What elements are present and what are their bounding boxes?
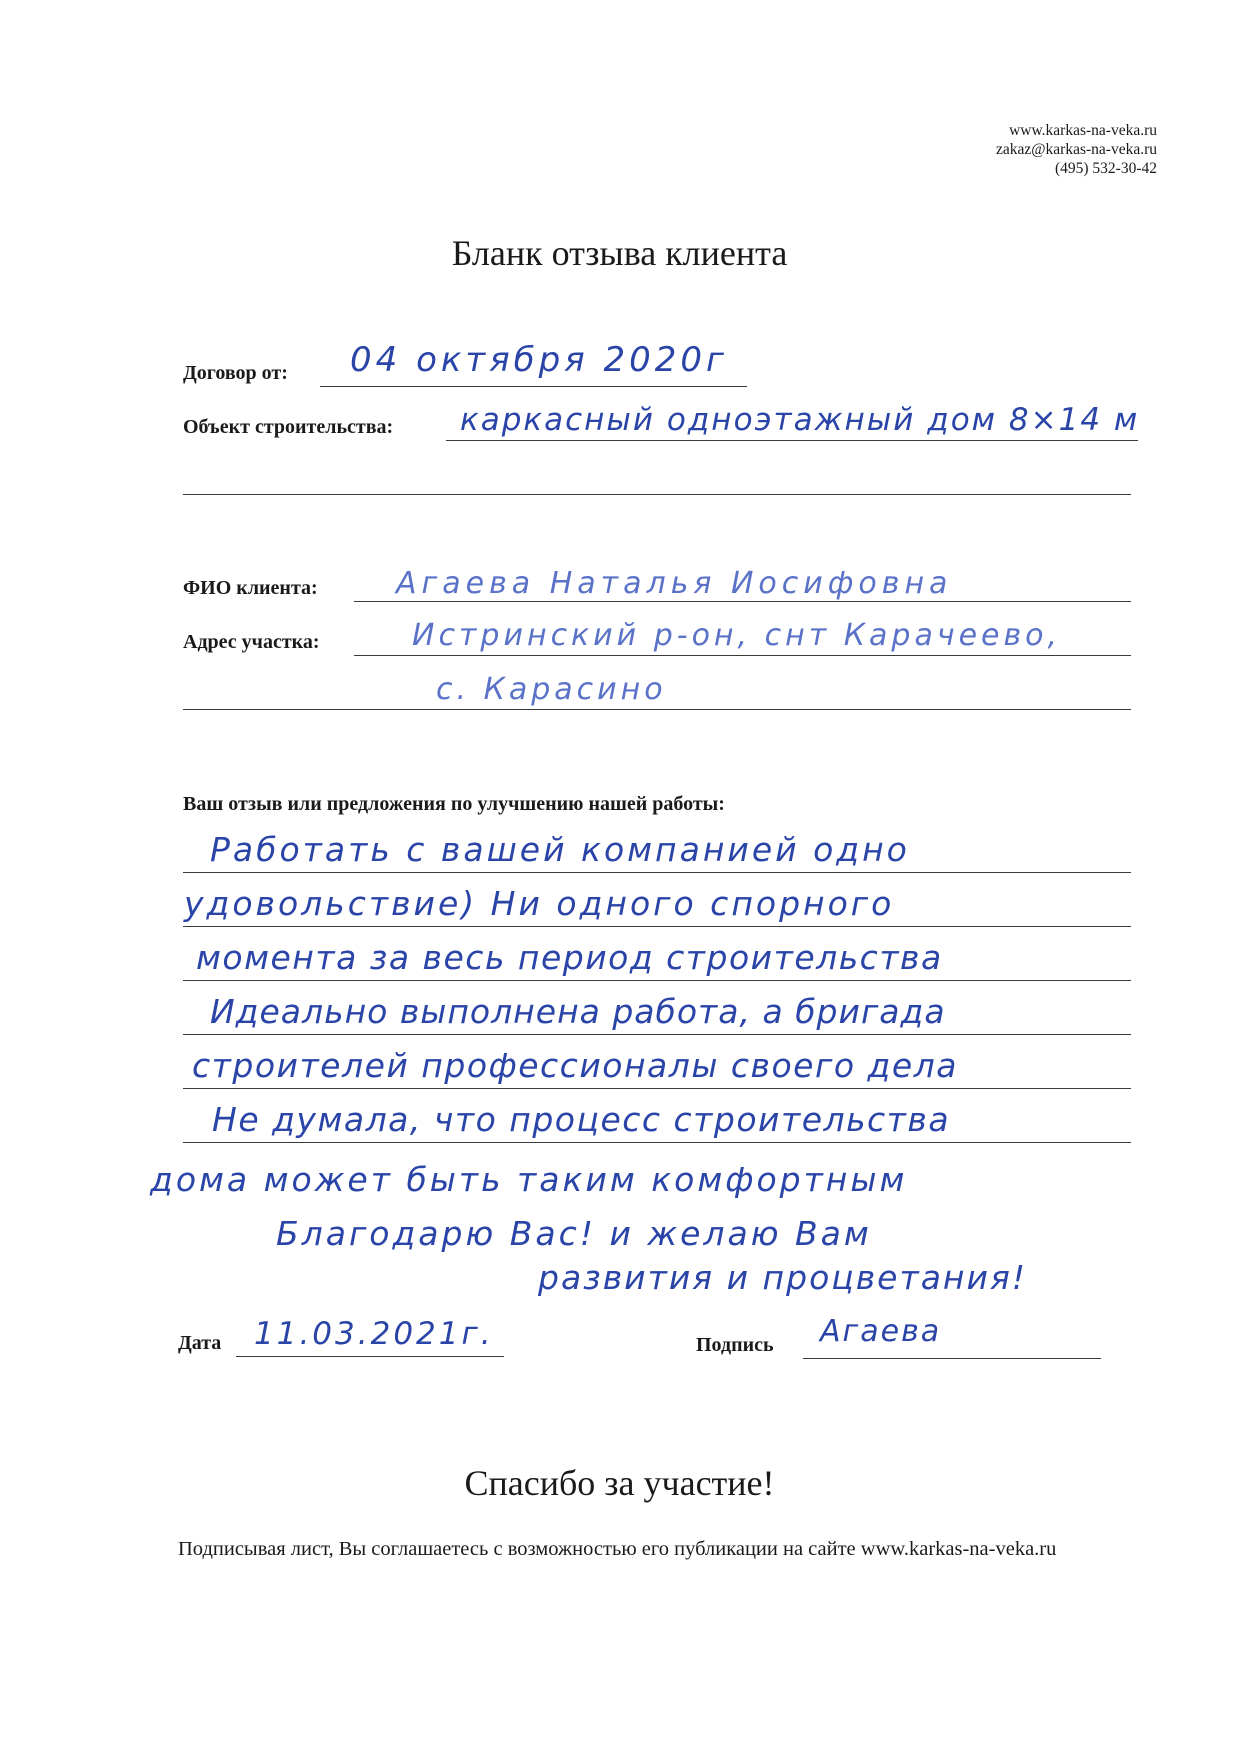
publication-consent-note: Подписывая лист, Вы соглашаетесь с возможностью его публикации на сайте www.karkas-na-veka.ru xyxy=(178,1538,1057,1560)
feedback-line xyxy=(183,1088,1131,1089)
signature-handwritten: Агаева xyxy=(820,1314,942,1349)
client-name-handwritten: Агаева Наталья Иосифовна xyxy=(396,566,953,601)
thanks-heading: Спасибо за участие! xyxy=(464,1463,775,1503)
date-handwritten: 11.03.2021г. xyxy=(254,1316,494,1352)
company-contacts xyxy=(996,121,1157,178)
address-handwritten-line-2: с. Карасино xyxy=(436,672,667,707)
feedback-handwritten-line: удовольствие) Ни одного спорного xyxy=(184,884,895,923)
signature-label: Подпись xyxy=(696,1334,774,1356)
feedback-handwritten-line: Идеально выполнена работа, а бригада xyxy=(210,992,946,1031)
feedback-handwritten-line: Работать с вашей компанией одно xyxy=(210,830,910,869)
object-line-2 xyxy=(183,494,1131,495)
company-phone: (495) 532-30-42 xyxy=(1054,160,1157,177)
feedback-handwritten-line: момента за весь период строительства xyxy=(196,938,943,977)
feedback-handwritten-line: дома может быть таким комфортным xyxy=(150,1160,908,1199)
company-website[interactable]: www.karkas-na-veka.ru xyxy=(1009,122,1157,139)
feedback-handwritten-line: развития и процветания! xyxy=(538,1258,1028,1297)
signature-line xyxy=(803,1358,1101,1359)
contract-date-handwritten: 04 октября 2020г xyxy=(350,340,728,380)
date-line xyxy=(236,1356,504,1357)
feedback-line xyxy=(183,872,1131,873)
contract-label: Договор от: xyxy=(183,362,288,384)
form-title: Бланк отзыва клиента xyxy=(451,233,788,273)
object-handwritten: каркасный одноэтажный дом 8×14 м xyxy=(460,402,1140,438)
feedback-line xyxy=(183,926,1131,927)
company-email[interactable]: zakaz@karkas-na-veka.ru xyxy=(996,141,1157,158)
feedback-handwritten-line: Не думала, что процесс строительства xyxy=(212,1100,951,1139)
client-line xyxy=(354,601,1131,602)
feedback-handwritten-line: строителей профессионалы своего дела xyxy=(192,1046,958,1085)
date-label: Дата xyxy=(178,1332,222,1354)
object-line xyxy=(446,440,1138,441)
address-label: Адрес участка: xyxy=(183,631,320,653)
feedback-line xyxy=(183,980,1131,981)
contract-line xyxy=(320,386,747,387)
address-line-2 xyxy=(183,709,1131,710)
client-label: ФИО клиента: xyxy=(183,577,318,599)
feedback-line xyxy=(183,1142,1131,1143)
address-line xyxy=(354,655,1131,656)
address-handwritten-line-1: Истринский р-он, снт Карачеево, xyxy=(412,618,1062,653)
object-label: Объект строительства: xyxy=(183,416,394,438)
feedback-handwritten-line: Благодарю Вас! и желаю Вам xyxy=(276,1214,872,1253)
feedback-line xyxy=(183,1034,1131,1035)
feedback-label: Ваш отзыв или предложения по улучшению нашей работы: xyxy=(183,793,725,815)
